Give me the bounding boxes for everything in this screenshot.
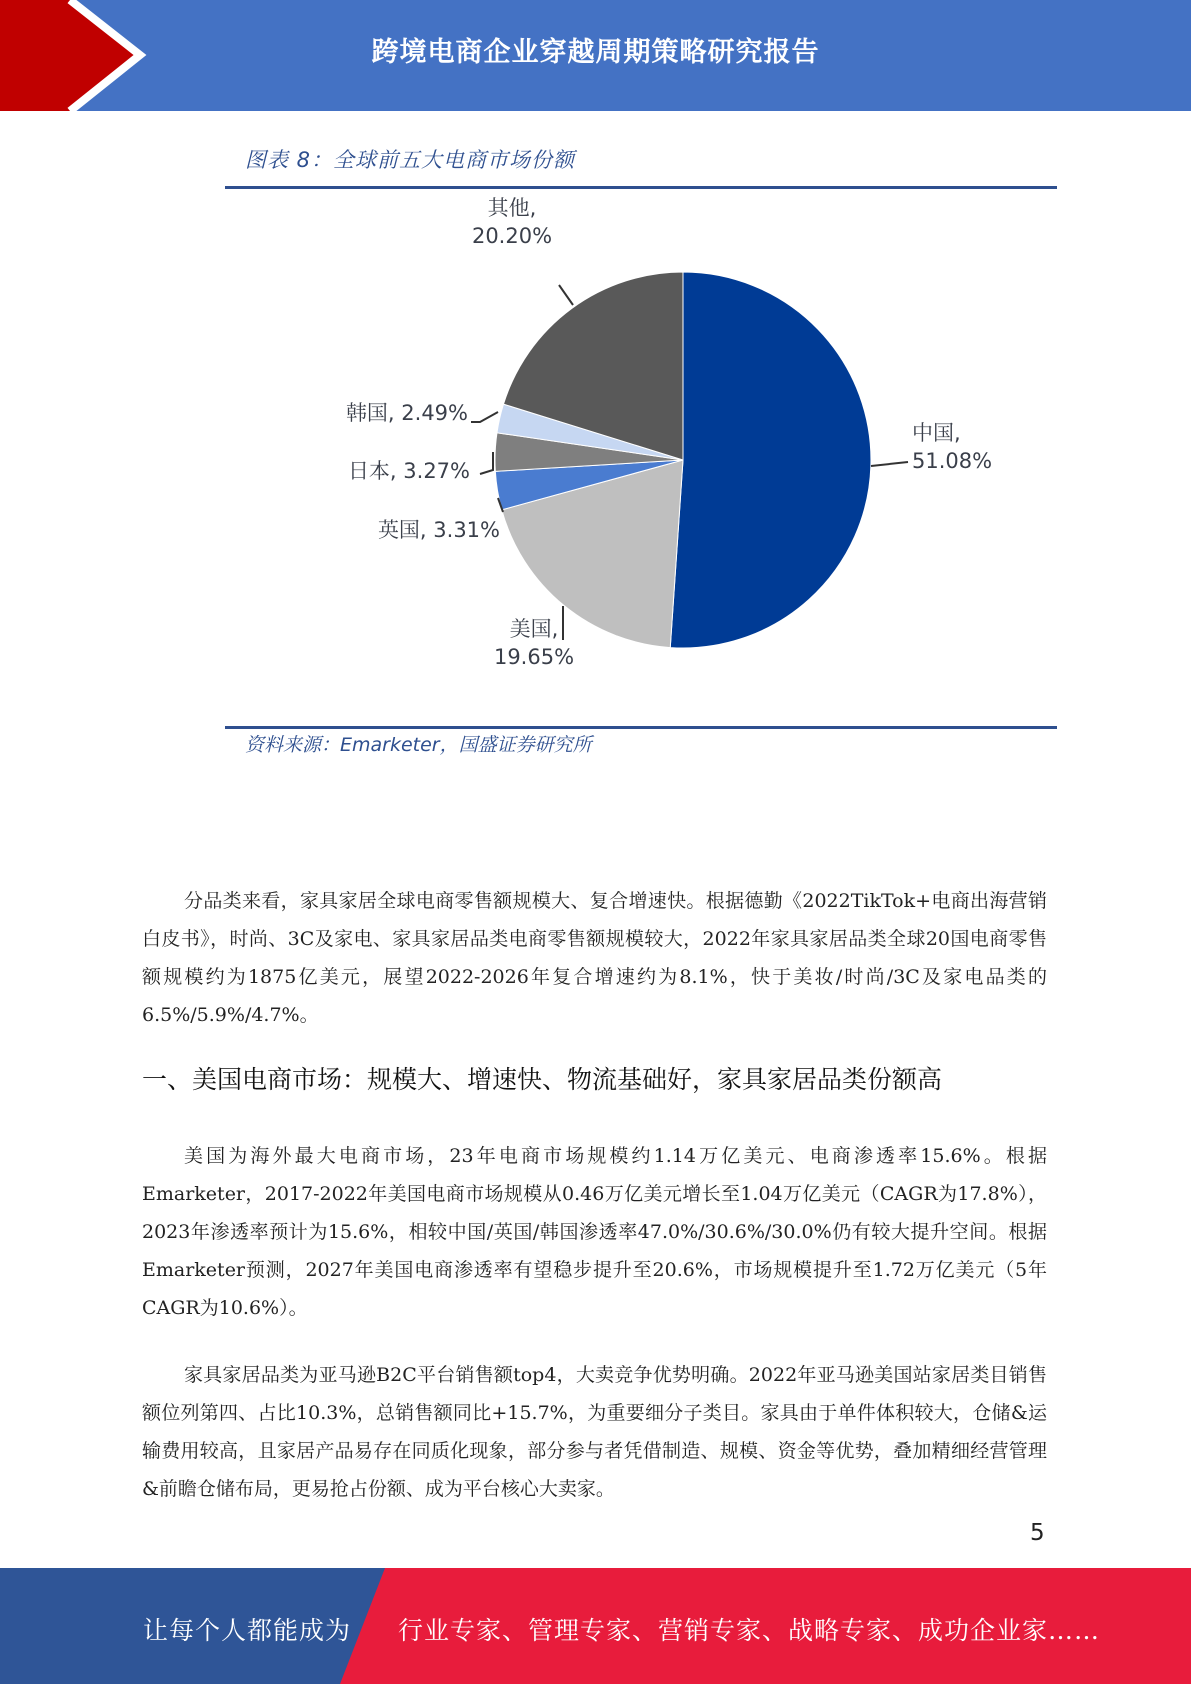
footer-slogan-left: 让每个人都能成为 — [143, 1616, 352, 1645]
pie-label-2-name: 美国, — [509, 617, 559, 641]
pie-label-6-value: 20.20% — [471, 224, 553, 248]
pie-slices — [495, 272, 871, 648]
page-footer — [0, 1568, 1191, 1684]
paragraph-1: 分品类来看，家具家居全球电商零售额规模大、复合增速快。根据德勤《2022TikTok+电商出海营销白皮书》，时尚、3C及家电、家具家居品类电商零售额规模较大，2022年家具家居品类全球20国电商零售额规模约为1875亿美元，展望2022-2026年复合增速约为8.1%，快于美妆/时尚/3C及家电品类的6.5%/5.9%/4.7%。 — [142, 890, 1047, 1026]
pie-label-3-name: 英国, 3.31% — [377, 518, 500, 542]
page-number: 5 — [1030, 1520, 1045, 1546]
pie-slice-1 — [670, 272, 871, 648]
section-heading: 一、美国电商市场：规模大、增速快、物流基础好，家具家居品类份额高 — [142, 1065, 943, 1094]
leader-line-4 — [480, 452, 493, 474]
paragraph-2: 美国为海外最大电商市场，23年电商市场规模约1.14万亿美元、电商渗透率15.6%。根据Emarketer，2017-2022年美国电商市场规模从0.46万亿美元增长至1.04万亿美元（CAGR为17.8%），2023年渗透率预计为15.6%，相较中国/英国/韩国渗透率47.0%/30.6%/30.0%仍有较大提升空间。根据Emarketer预测，2027年美国电商渗透率有望稳步提升至20.6%，市场规模提升至1.72万亿美元（5年CAGR为10.6%）。 — [142, 1145, 1047, 1319]
figure-bottom-rule — [225, 726, 1057, 729]
footer-slogan-right: 行业专家、管理专家、营销专家、战略专家、成功企业家…… — [398, 1616, 1101, 1645]
leader-line-1 — [871, 462, 908, 466]
pie-label-1-name: 中国, — [912, 421, 961, 445]
paragraph-3: 家具家居品类为亚马逊B2C平台销售额top4，大卖竞争优势明确。2022年亚马逊美国站家居类目销售额位列第四、占比10.3%，总销售额同比+15.7%，为重要细分子类目。家具由于单件体积较大，仓储&运输费用较高，且家居产品易存在同质化现象，部分参与者凭借制造、规模、资金等优势，叠加精细经营管理&前瞻仓储布局，更易抢占份额、成为平台核心大卖家。 — [142, 1364, 1047, 1500]
pie-label-1-value: 51.08% — [912, 449, 993, 473]
pie-label-5-name: 韩国, 2.49% — [345, 401, 468, 425]
leader-line-5 — [471, 412, 498, 422]
pie-label-6-name: 其他, — [487, 196, 537, 220]
pie-label-4-name: 日本, 3.27% — [347, 459, 470, 483]
pie-label-2-value: 19.65% — [493, 645, 575, 669]
report-title: 跨境电商企业穿越周期策略研究报告 — [371, 37, 820, 68]
leader-line-6 — [559, 285, 573, 305]
figure-title: 图表 8：全球前五大电商市场份额 — [245, 148, 576, 172]
figure-source: 资料来源：Emarketer，国盛证券研究所 — [245, 734, 592, 756]
pie-chart — [0, 0, 1191, 730]
